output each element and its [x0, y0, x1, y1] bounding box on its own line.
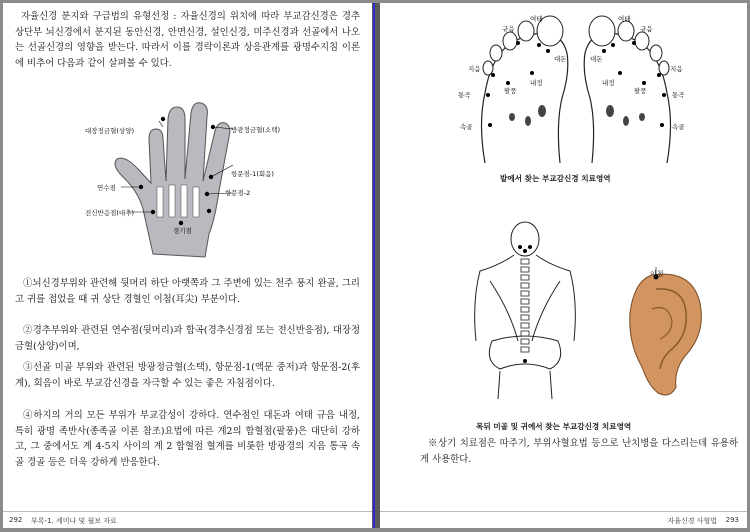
item-2: ②경추부위와 관련된 연수점(뒷머리)과 합곡(경추신경점 또는 전신반응점), 대장정금혈(상양)이며, — [15, 325, 360, 352]
ear-label: 이첨 — [650, 270, 664, 278]
foot-label-r8: 속골 — [672, 123, 685, 131]
right-footer-title: 자율신경 사혈법 — [667, 517, 717, 525]
item-3: ③선골 미골 부위와 관련된 방광정금혈(소택), 항문점-1(액문 중저)과 항문점-2(후계), 회음이 바로 부교감신경을 자극할 수 있는 좋은 자침점이다. — [15, 362, 360, 389]
note-paragraph: ※상기 치료점은 따주기, 부위사혈요법 등으로 난치병을 다스리는데 유용하게 사용한다. — [420, 438, 738, 465]
right-page — [380, 3, 747, 528]
hand-label-6: 전신반응점(대추) — [85, 209, 135, 217]
hand-label-2: 방광정금혈(소택) — [231, 126, 281, 134]
left-page-number: 292 — [9, 516, 23, 524]
foot-label-l5: 팔풍 — [504, 87, 517, 95]
foot-label-r2: 대돈 — [590, 55, 603, 63]
left-footer-title: 부록-1. 세미나 및 월보 자료 — [31, 517, 117, 525]
item-1: ①뇌신경부위와 관련해 뒷머리 하단 아랫쪽과 그 주변에 있는 천주 풍지 완골, 그리고 귀를 접었을 때 귀 상단 경혈인 이첨(耳尖) 부분이다. — [15, 278, 360, 305]
foot-label-l7: 통곡 — [458, 91, 471, 99]
spine-ear-caption: 목뒤 미골 및 귀에서 찾는 부교감신경 치료영역 — [476, 422, 632, 431]
foot-label-r3: 규음 — [640, 25, 653, 33]
right-page-number: 293 — [725, 516, 739, 524]
hand-label-1: 대장정금혈(상양) — [85, 127, 135, 135]
foot-label-r4: 지음 — [670, 65, 683, 73]
hand-diagram — [83, 99, 303, 265]
feet-caption: 발에서 찾는 부교감신경 치료영역 — [500, 174, 611, 183]
left-page — [3, 3, 372, 528]
left-footer — [3, 511, 372, 528]
ear-diagram — [612, 263, 712, 403]
foot-label-l4: 지음 — [468, 65, 481, 73]
foot-label-l2: 규음 — [502, 25, 515, 33]
foot-label-r6: 팔풍 — [634, 87, 647, 95]
hand-label-7: 경기점 — [173, 227, 192, 235]
feet-diagram — [430, 13, 725, 168]
foot-label-l3: 대돈 — [554, 55, 567, 63]
hand-label-5: 항문점-2 — [225, 189, 251, 197]
right-footer — [380, 511, 747, 528]
foot-label-r7: 통곡 — [672, 91, 685, 99]
foot-label-l8: 속골 — [460, 123, 473, 131]
hand-label-3: 항문점-1(회음) — [231, 170, 274, 178]
book-spine — [372, 3, 380, 528]
intro-paragraph: 자율신경 분지와 구급법의 유형선정 : 자율신경의 위치에 따라 부교감신경은 경추 상단부 뇌신경에서 분지된 동안신경, 안면신경, 설인신경, 미주신경과 선골에서 나오는 선골신경의 영향을 받는다. 따라서 이를 경락이론과 상응관계를 광명수지침 이론에 비추어 다음과 같이 살펴볼 수 있다. — [15, 11, 360, 69]
foot-label-l6: 내정 — [530, 79, 543, 87]
foot-label-r1: 여태 — [618, 15, 631, 23]
foot-label-r5: 내정 — [602, 79, 615, 87]
hand-label-4: 연수점 — [97, 184, 116, 192]
spine-diagram — [470, 211, 580, 401]
item-4: ④하지의 거의 모든 부위가 부교감성이 강하다. 연수점인 대돈과 여태 규음 내정, 특히 광명 족반사(종족골 이론 참조)요법에 따른 계2의 합혈점(팔풍)은 대단히 강하고, 그 중에서도 계 4-5지 사이의 계 2 합혈점 혈계를 비롯한 방광경의 지음 통곡 속골 경골 등은 더욱 강하게 반응한다. — [15, 410, 360, 468]
foot-label-l1: 여태 — [530, 15, 543, 23]
